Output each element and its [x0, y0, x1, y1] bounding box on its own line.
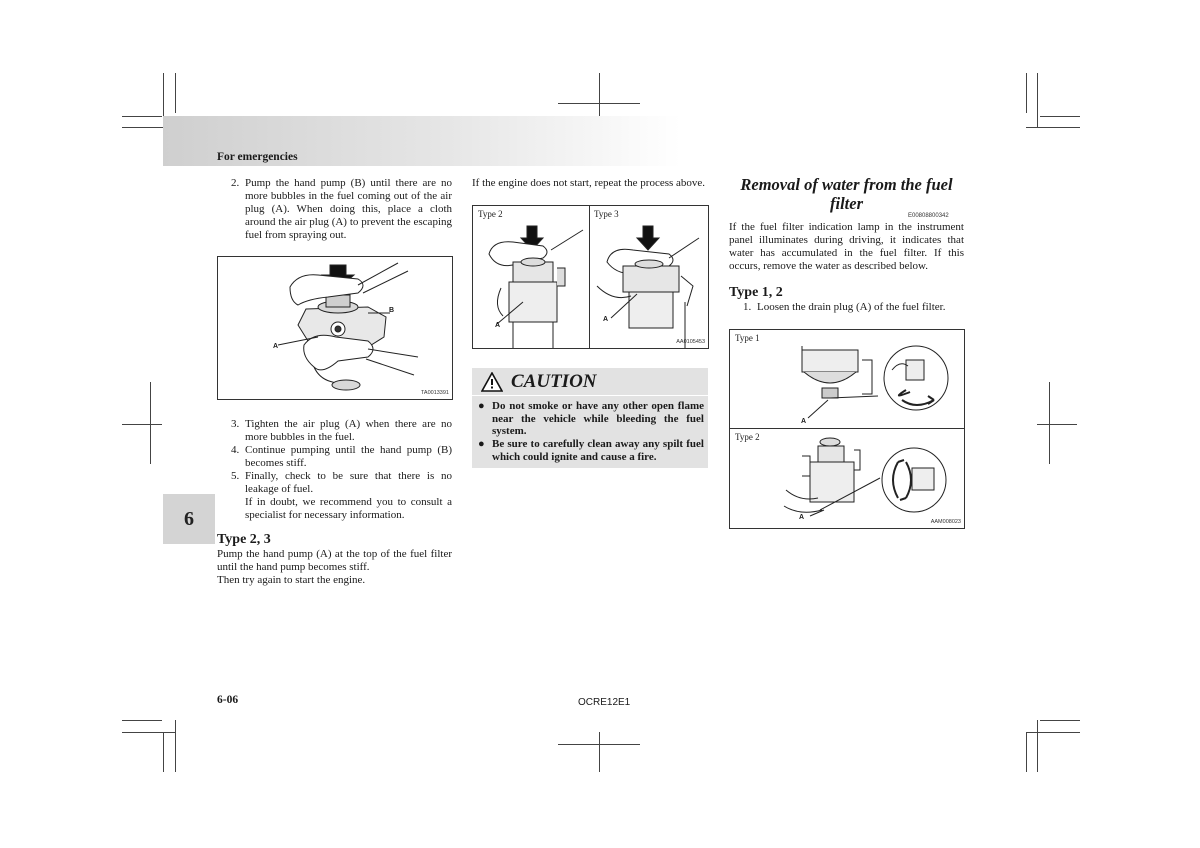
crop-mark	[599, 732, 600, 772]
step-number: 4.	[231, 444, 240, 456]
bullet-icon: ●	[478, 400, 485, 412]
callout-a-type3: A	[603, 316, 609, 323]
caution-divider	[472, 395, 708, 396]
callout-b: B	[389, 307, 395, 314]
chapter-tab: 6	[163, 494, 215, 544]
caution-header	[472, 368, 708, 395]
crop-mark	[1037, 73, 1038, 127]
step-text: Continue pumping until the hand pump (B) becomes stiff.	[245, 444, 452, 469]
crop-mark	[599, 73, 600, 117]
type1-label: Type 1	[735, 333, 760, 343]
crop-mark	[1037, 424, 1077, 425]
step-number: 1.	[743, 301, 752, 313]
document-code: OCRE12E1	[578, 697, 631, 708]
step-2	[231, 177, 452, 242]
callout-a-type2: A	[799, 514, 805, 521]
crop-mark	[1026, 732, 1080, 733]
crop-mark	[175, 73, 176, 113]
figure-drain-plug	[729, 329, 965, 529]
callout-a-type2: A	[495, 322, 501, 329]
type12-heading: Type 1, 2	[729, 285, 783, 300]
crop-mark	[122, 116, 162, 117]
type23-text-1: Pump the hand pump (A) at the top of the fuel filter until the hand pump becomes stiff.	[217, 548, 452, 573]
figure-air-plug	[217, 256, 453, 400]
warning-triangle-icon	[481, 372, 503, 392]
type3-label: Type 3	[594, 209, 619, 219]
crop-mark	[1037, 720, 1038, 772]
crop-mark	[122, 424, 162, 425]
step-number: 5.	[231, 470, 240, 482]
step-number: 2.	[231, 177, 240, 189]
crop-mark	[1049, 382, 1050, 464]
water-intro: If the fuel filter indication lamp in the instrument panel illuminates during driving, it indicates that water has accumulated in the fuel filter. If this occurs, remove the water as described below.	[729, 221, 964, 272]
crop-mark	[150, 382, 151, 464]
crop-mark	[1026, 127, 1080, 128]
step-text: Tighten the air plug (A) when there are no more bubbles in the fuel.	[245, 418, 452, 443]
bullet-icon: ●	[478, 438, 485, 450]
type23-text	[217, 548, 452, 587]
caution-box	[472, 368, 708, 468]
fuel-filter-illustration	[473, 206, 708, 348]
hand-pump-illustration	[218, 257, 452, 399]
step-text: Loosen the drain plug (A) of the fuel filter.	[757, 301, 946, 313]
crop-mark	[1040, 116, 1080, 117]
type2-label: Type 2	[735, 432, 760, 442]
page-number: 6-06	[217, 694, 239, 706]
crop-mark	[122, 732, 176, 733]
section-heading: Removal of water from the fuel filter	[740, 175, 953, 213]
callout-a: A	[273, 343, 279, 350]
figure-code: AA0105453	[676, 339, 705, 345]
caution-text: Be sure to carefully clean away any spilt fuel which could ignite and cause a fire.	[492, 438, 704, 463]
crop-mark	[175, 720, 176, 772]
figure-code: AAM008023	[930, 519, 961, 525]
repeat-intro: If the engine does not start, repeat the process above.	[472, 177, 706, 189]
caution-item	[478, 400, 704, 438]
crop-mark	[122, 720, 162, 721]
step-number: 3.	[231, 418, 240, 430]
caution-item	[478, 438, 704, 463]
crop-mark	[163, 732, 164, 772]
caution-title: CAUTION	[511, 370, 597, 392]
steps-3-5	[231, 418, 452, 522]
type23-text-2: Then try again to start the engine.	[217, 574, 366, 586]
step-text: Pump the hand pump (B) until there are no more bubbles in the fuel coming out of the air plug (A). When doing this, place a cloth around the air plug (A) to prevent the escaping fuel from spraying out.	[245, 177, 452, 241]
crop-mark	[1026, 73, 1027, 113]
callout-a-type1: A	[801, 418, 807, 425]
step-note: If in doubt, we recommend you to consult a specialist for necessary information.	[245, 496, 452, 521]
drain-step	[743, 301, 964, 314]
figure-code: TA0013391	[420, 390, 449, 396]
step-text: Finally, check to be sure that there is no leakage of fuel.	[245, 470, 452, 495]
caution-text: Do not smoke or have any other open flame near the vehicle while bleeding the fuel system.	[492, 400, 704, 437]
crop-mark	[1040, 720, 1080, 721]
type2-label: Type 2	[478, 209, 503, 219]
type23-heading: Type 2, 3	[217, 532, 271, 547]
drain-plug-illustration	[730, 330, 964, 528]
crop-mark	[1026, 732, 1027, 772]
figure-type23	[472, 205, 709, 349]
section-title: For emergencies	[217, 151, 298, 163]
section-code: E00808800342	[908, 213, 949, 219]
